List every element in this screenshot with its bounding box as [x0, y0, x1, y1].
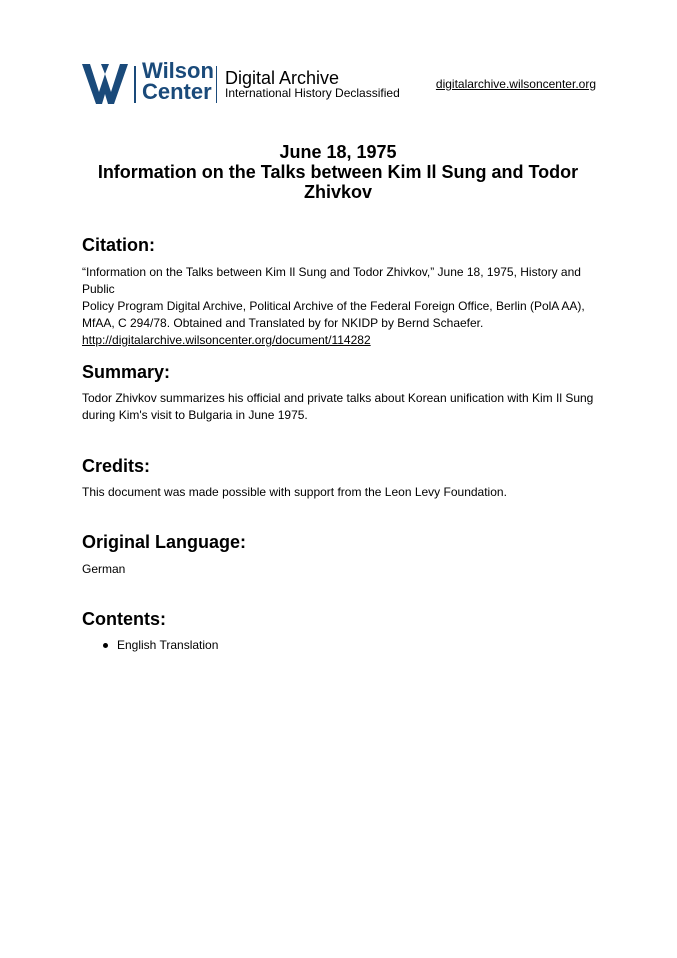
- document-title-line2: Zhivkov: [303, 182, 373, 202]
- citation-link[interactable]: http://digitalarchive.wilsoncenter.org/document/114282: [82, 333, 371, 347]
- list-item[interactable]: English Translation: [82, 637, 218, 654]
- citation-heading: Citation:: [82, 235, 155, 255]
- document-title: [82, 142, 594, 202]
- wilson-center-w-logo-icon: [82, 64, 128, 104]
- logo-divider: [134, 66, 136, 103]
- contents-list: [82, 637, 218, 654]
- original-language-text: German: [82, 562, 126, 576]
- archive-title: Digital Archive: [225, 68, 340, 88]
- bullet-icon: [103, 643, 108, 648]
- logo-divider-secondary: [216, 66, 217, 103]
- site-link[interactable]: digitalarchive.wilsoncenter.org: [435, 77, 596, 91]
- header: [82, 58, 596, 106]
- credits-heading: Credits:: [82, 456, 151, 476]
- document-date: June 18, 1975: [279, 142, 397, 162]
- summary-heading: Summary:: [82, 362, 171, 382]
- credits-text: This document was made possible with support from the Leon Levy Foundation.: [82, 485, 507, 499]
- citation-text: “Information on the Talks between Kim Il Sung and Todor Zhivkov,” June 18, 1975, History and Public Policy Program Digital Archive, Political Archive of the Federal Foreign Office, Berlin (PolA AA), MfAA, C 294/78. Obtained and Translated by for NKIDP by Bernd Schaefer. http://digitalarchive.wilsoncenter.org/document/114282: [82, 265, 585, 347]
- contents-heading: Contents:: [82, 609, 166, 629]
- summary-text: Todor Zhivkov summarizes his official and private talks about Korean unification with Kim Il Sung during Kim's visit to Bulgaria in June 1975.: [82, 391, 594, 422]
- archive-subtitle: International History Declassified: [225, 86, 400, 100]
- original-language-heading: Original Language:: [82, 532, 247, 552]
- document-title-line1: Information on the Talks between Kim Il Sung and Todor: [97, 162, 579, 182]
- wilson-center-wordmark: Wilson Center: [142, 58, 214, 104]
